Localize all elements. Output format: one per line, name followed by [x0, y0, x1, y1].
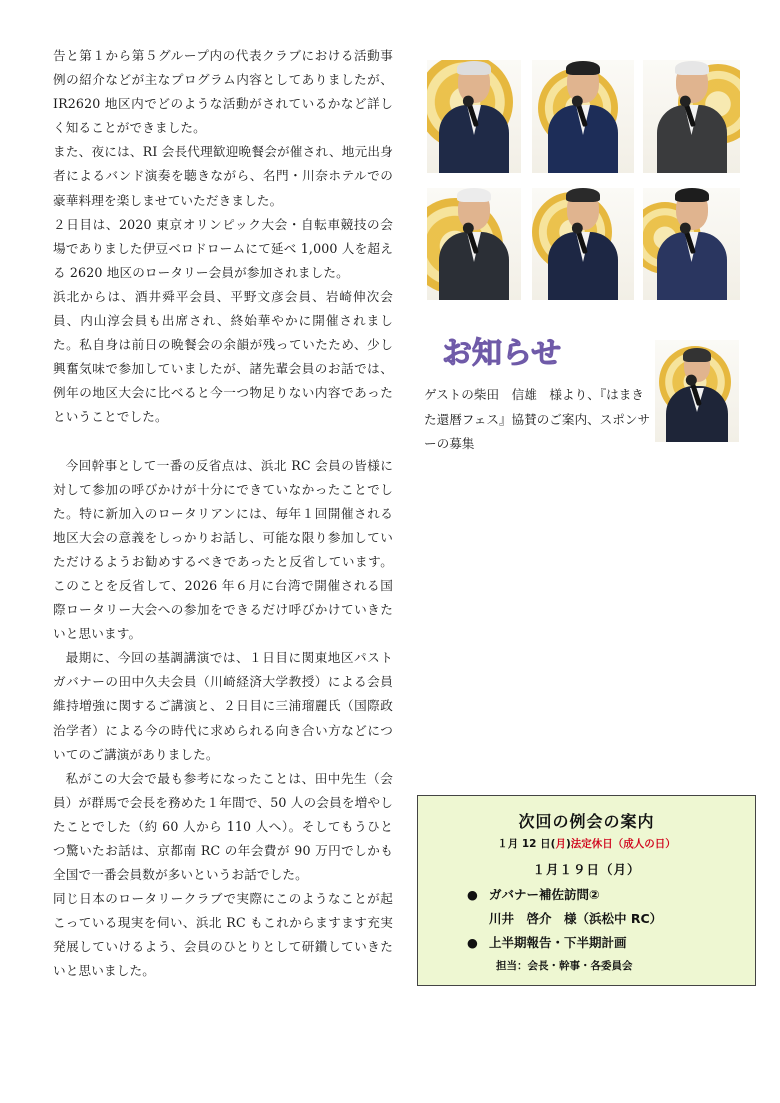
speaker-photo: [427, 60, 521, 173]
agenda-detail: 担当：会長・幹事・各委員会: [496, 960, 633, 972]
article-paragraph: 私がこの大会で最も参考になったことは、田中先生（会員）が群馬で会長を務めた１年間で、50 人の会員を増やしたことでした（約 60 人から 110 人へ）。そしてもうひとつ驚いたお話は、京都南 RC の年会費が 90 万円でしかも全国で一番会員数が多いというお話でした。: [53, 770, 393, 883]
agenda-detail: 川井 啓介 様（浜松中 RC）: [489, 911, 663, 926]
meeting-date: １月１９日（月）: [532, 862, 641, 877]
article-paragraph: 同じ日本のロータリークラブで実際にこのようなことが起こっている現実を伺い、浜北 RC もこれからますます充実発展していけるよう、会員のひとりとして研鑽していきたいと思いました。: [53, 891, 393, 979]
guest-photo: [655, 340, 739, 442]
speaker-photo: [643, 60, 740, 173]
article-column: [53, 44, 393, 984]
speaker-photo: [643, 188, 740, 300]
article-paragraph: 告と第１から第５グループ内の代表クラブにおける活動事例の紹介などが主なプログラム内容としてありましたが、IR2620 地区内でどのような活動がされているかなど詳しく知ることができました。: [53, 48, 393, 136]
article-paragraph: 最期に、今回の基調講演では、１日目に関東地区パストガバナーの田中久夫会員（川崎経済大学教授）による会員維持増強に関するご講演と、２日目に三浦瑠麗氏（国際政治学者）による今の時代に求められる向き合い方などについてのご講演がありました。: [53, 650, 393, 762]
notice-text: ゲストの柴田 信雄 様より、『はまきた還暦フェス』協賛のご案内、スポンサーの募集: [424, 387, 651, 451]
speaker-photo: [532, 188, 634, 300]
speaker-photo: [427, 188, 521, 300]
article-paragraph: 浜北からは、酒井舜平会員、平野文彦会員、岩崎伸次会員、内山淳会員も出席され、終始華やかに開催されました。私自身は前日の晩餐会の余韻が残っていたため、少し興奮気味で参加していましたが、諸先輩会員のお話では、例年の地区大会に比べると今一つ物足りない内容であったということでした。: [53, 288, 393, 425]
article-paragraph: ２日目は、2020 東京オリンピック大会・自転車競技の会場でありました伊豆ベロドロームにて延べ 1,000 人を超える 2620 地区のロータリー会員が参加されました。: [53, 216, 393, 280]
agenda-item: ● ガバナー補佐訪問②: [467, 887, 600, 902]
article-paragraph: また、夜には、RI 会長代理歓迎晩餐会が催され、地元出身者によるバンド演奏を聴きながら、名門・川奈ホテルでの豪華料理を楽しませていただきました。: [53, 144, 393, 208]
svg-text:お知らせ: お知らせ: [442, 336, 562, 371]
holiday-notice: １月 12 日(月)法定休日（成人の日）: [497, 838, 676, 850]
article-paragraph: 今回幹事として一番の反省点は、浜北 RC 会員の皆様に対して参加の呼びかけが十分にできていなかったことでした。特に新加入のロータリアンには、毎年１回開催される地区大会の意義をしっかりお話し、可能な限り参加していただけるようお勧めするべきであったと反省しています。このことを反省して、2026 年６月に台湾で開催される国際ロータリー大会への参加をできるだけ呼びかけていきたいと思います。: [53, 457, 393, 642]
speaker-photo: [532, 60, 634, 173]
agenda-item: ● 上半期報告・下半期計画: [467, 935, 627, 950]
notice-title: [438, 330, 578, 374]
next-meeting-title: 次回の例会の案内: [518, 812, 655, 831]
next-meeting-box: [417, 795, 756, 986]
